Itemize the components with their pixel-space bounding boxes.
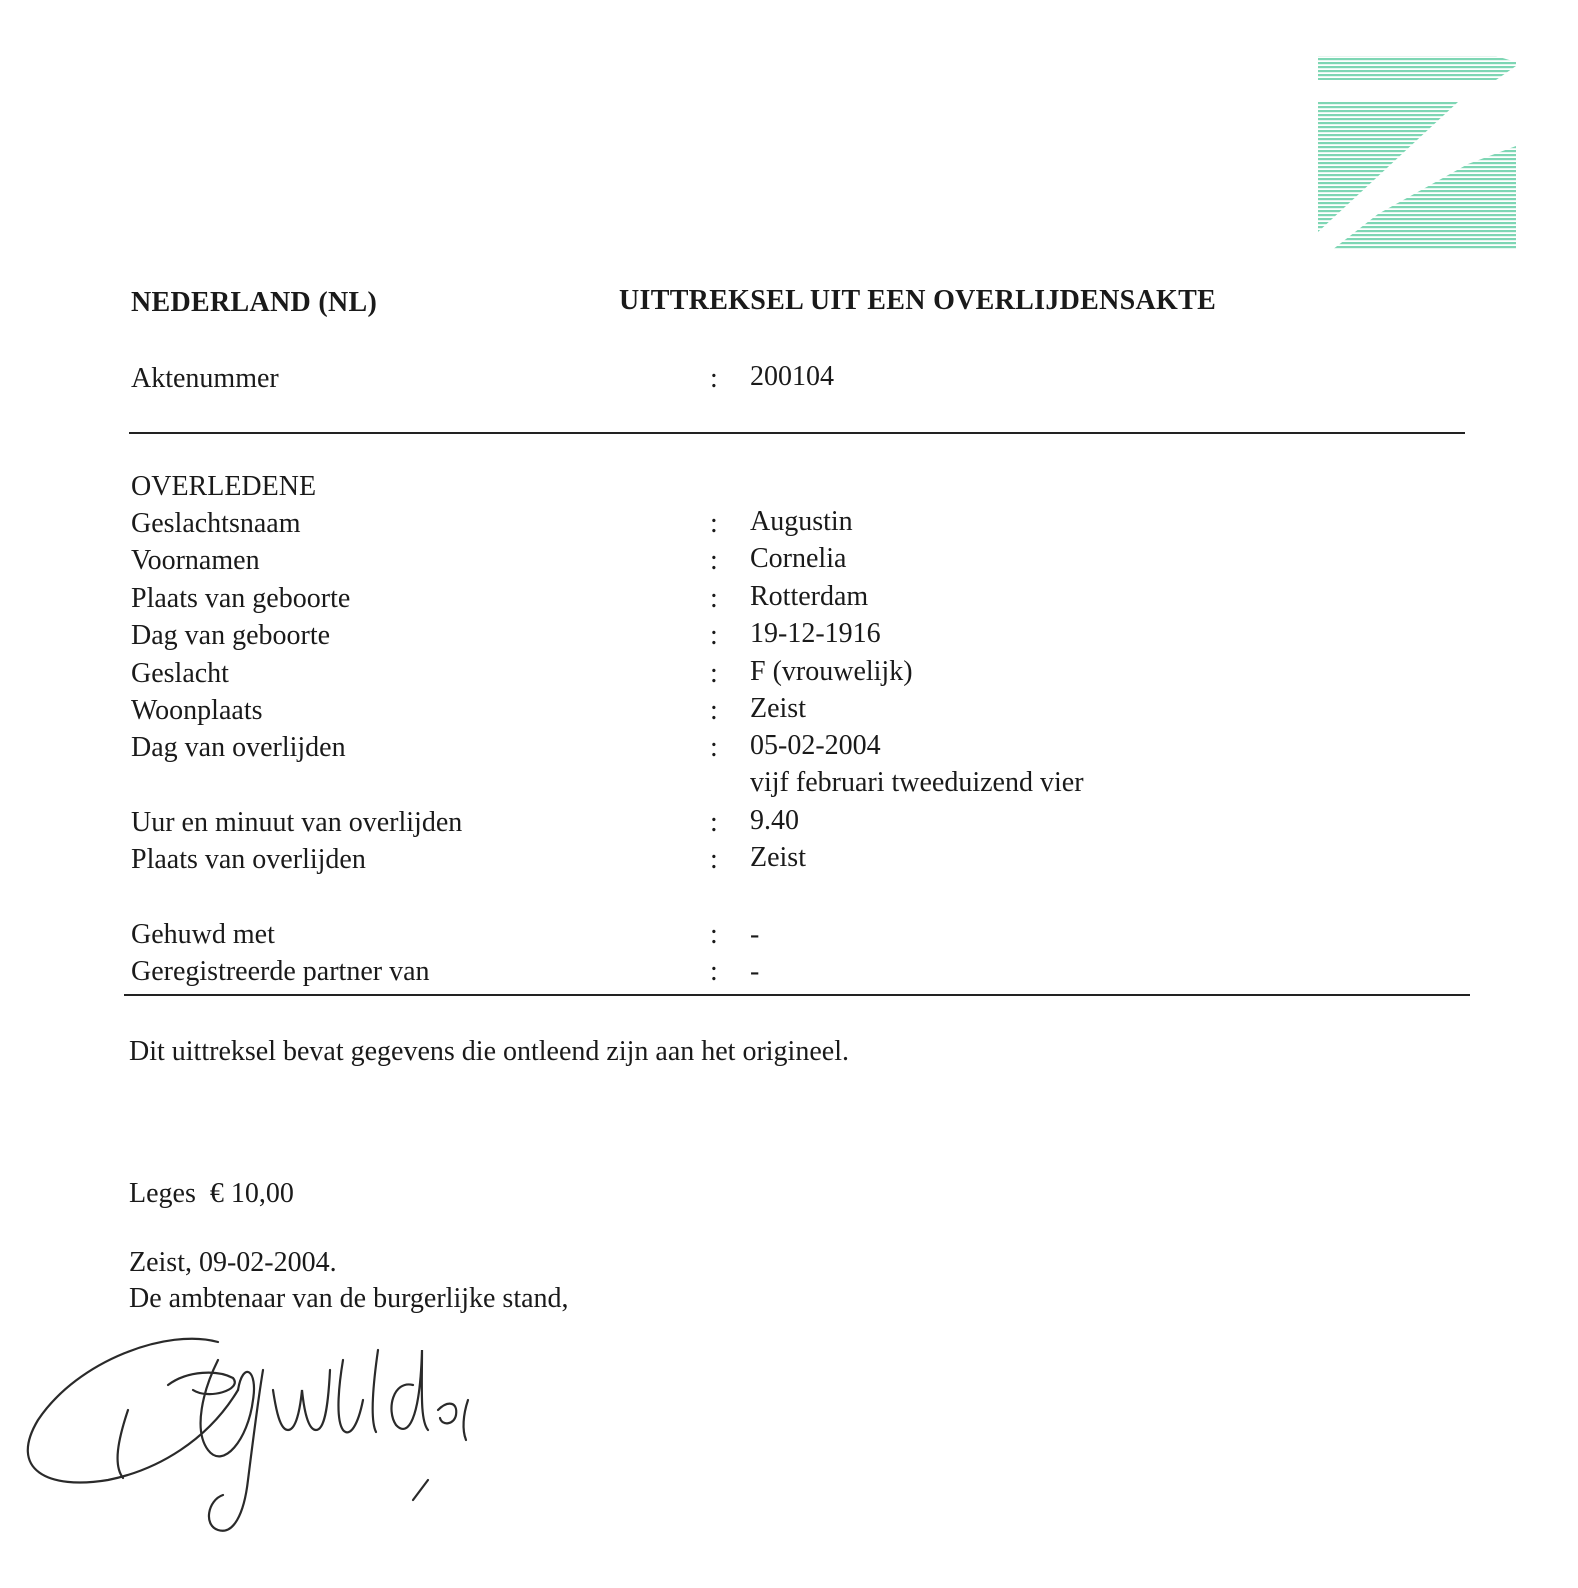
akte-number: 200104 (750, 361, 834, 392)
field-value-death-time: 9.40 (750, 805, 799, 836)
z-logo-icon (1318, 54, 1516, 254)
field-label-sex: Geslacht (131, 658, 229, 689)
fee-value: € 10,00 (209, 1178, 294, 1209)
field-label-birthdate: Dag van geboorte (131, 620, 331, 651)
place-date: Zeist, 09-02-2004. (129, 1247, 337, 1278)
document-title: UITTREKSEL UIT EEN OVERLIJDENSAKTE (619, 285, 1217, 316)
field-value-surname: Augustin (750, 506, 853, 537)
akte-separator: : (710, 363, 718, 394)
field-separator: : (710, 844, 718, 875)
field-label-death-time: Uur en minuut van overlijden (131, 807, 463, 838)
field-value-given-names: Cornelia (750, 543, 847, 574)
field-value-residence: Zeist (750, 693, 806, 724)
field-label-residence: Woonplaats (131, 695, 263, 726)
field-separator: : (710, 620, 718, 651)
field-value-sex: F (vrouwelijk) (750, 656, 913, 687)
field-separator: : (710, 508, 718, 539)
field-separator: : (710, 695, 718, 726)
handwritten-signature-icon (18, 1330, 478, 1548)
field-value-birthdate: 19-12-1916 (750, 618, 881, 649)
bottom-divider (124, 994, 1470, 996)
field-separator: : (710, 956, 718, 987)
signatory-title: De ambtenaar van de burgerlijke stand, (129, 1283, 569, 1314)
field-separator: : (710, 919, 718, 950)
field-value-death-place: Zeist (750, 842, 806, 873)
municipality-logo (1318, 54, 1516, 254)
field-separator: : (710, 583, 718, 614)
field-label-birthplace: Plaats van geboorte (131, 583, 351, 614)
extract-statement: Dit uittreksel bevat gegevens die ontleend zijn aan het origineel. (129, 1036, 849, 1067)
field-label-married-to: Gehuwd met (131, 919, 275, 950)
akte-label: Aktenummer (131, 363, 279, 394)
field-separator: : (710, 732, 718, 763)
field-label-surname: Geslachtsnaam (131, 508, 301, 539)
top-divider (129, 432, 1465, 434)
field-value-death-date-words: vijf februari tweeduizend vier (750, 767, 1084, 798)
field-separator: : (710, 807, 718, 838)
field-value-married-to: - (750, 919, 760, 950)
field-separator: : (710, 658, 718, 689)
signature (18, 1330, 478, 1548)
section-title: OVERLEDENE (131, 471, 317, 502)
field-label-registered-partner: Geregistreerde partner van (131, 956, 430, 987)
country-heading: NEDERLAND (NL) (131, 287, 378, 318)
field-value-death-date: 05-02-2004 (750, 730, 881, 761)
field-value-registered-partner: - (750, 956, 760, 987)
field-label-death-place: Plaats van overlijden (131, 844, 366, 875)
field-separator: : (710, 545, 718, 576)
fee-label: Leges (129, 1178, 196, 1209)
field-label-death-date: Dag van overlijden (131, 732, 346, 763)
fee-line (129, 1180, 294, 1208)
field-value-birthplace: Rotterdam (750, 581, 869, 612)
field-label-given-names: Voornamen (131, 545, 260, 576)
